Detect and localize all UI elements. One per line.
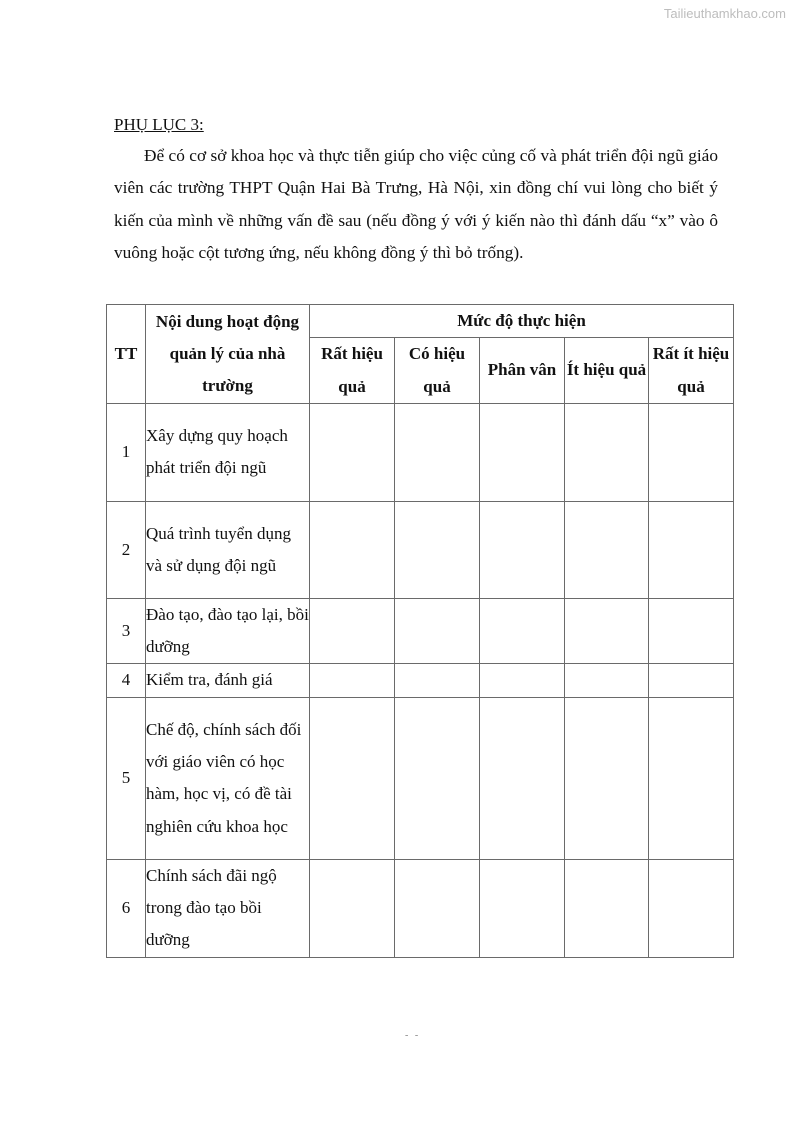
header-level-very-less-effective: Rất ít hiệu quả xyxy=(649,338,734,404)
header-level-very-effective: Rất hiệu quả xyxy=(310,338,395,404)
mark-cell[interactable] xyxy=(649,859,734,957)
mark-cell[interactable] xyxy=(310,697,395,859)
mark-cell[interactable] xyxy=(480,697,565,859)
header-level-effective: Có hiệu quả xyxy=(395,338,480,404)
mark-cell[interactable] xyxy=(565,859,649,957)
mark-cell[interactable] xyxy=(395,598,480,664)
mark-cell[interactable] xyxy=(395,403,480,501)
appendix-title: PHỤ LỤC 3: xyxy=(114,115,204,134)
mark-cell[interactable] xyxy=(480,859,565,957)
row-number: 2 xyxy=(107,501,146,598)
mark-cell[interactable] xyxy=(565,501,649,598)
mark-cell[interactable] xyxy=(395,501,480,598)
mark-cell[interactable] xyxy=(395,859,480,957)
mark-cell[interactable] xyxy=(395,697,480,859)
table-row xyxy=(107,501,734,598)
header-level-group: Mức độ thực hiện xyxy=(310,305,734,338)
watermark: Tailieuthamkhao.com xyxy=(663,6,786,21)
table-row xyxy=(107,598,734,664)
mark-cell[interactable] xyxy=(649,598,734,664)
header-tt: TT xyxy=(107,305,146,404)
row-content: Kiểm tra, đánh giá xyxy=(146,664,310,697)
row-number: 6 xyxy=(107,859,146,957)
mark-cell[interactable] xyxy=(310,598,395,664)
header-level-less-effective: Ít hiệu quả xyxy=(565,338,649,404)
row-content: Xây dựng quy hoạch phát triển đội ngũ xyxy=(146,403,310,501)
page-number: - - xyxy=(405,1030,421,1041)
table-row xyxy=(107,403,734,501)
mark-cell[interactable] xyxy=(310,403,395,501)
mark-cell[interactable] xyxy=(480,664,565,697)
mark-cell[interactable] xyxy=(565,664,649,697)
mark-cell[interactable] xyxy=(310,859,395,957)
row-number: 4 xyxy=(107,664,146,697)
row-number: 1 xyxy=(107,403,146,501)
mark-cell[interactable] xyxy=(480,598,565,664)
row-number: 5 xyxy=(107,697,146,859)
mark-cell[interactable] xyxy=(480,403,565,501)
mark-cell[interactable] xyxy=(649,501,734,598)
mark-cell[interactable] xyxy=(395,664,480,697)
row-content: Quá trình tuyển dụng và sử dụng đội ngũ xyxy=(146,501,310,598)
row-content: Chính sách đãi ngộ trong đào tạo bồi dưỡng xyxy=(146,859,310,957)
mark-cell[interactable] xyxy=(310,501,395,598)
row-content: Chế độ, chính sách đối với giáo viên có học hàm, học vị, có đề tài nghiên cứu khoa học xyxy=(146,697,310,859)
mark-cell[interactable] xyxy=(310,664,395,697)
row-number: 3 xyxy=(107,598,146,664)
mark-cell[interactable] xyxy=(649,697,734,859)
mark-cell[interactable] xyxy=(480,501,565,598)
table-row xyxy=(107,859,734,957)
header-level-undecided: Phân vân xyxy=(480,338,565,404)
row-content: Đào tạo, đào tạo lại, bồi dưỡng xyxy=(146,598,310,664)
mark-cell[interactable] xyxy=(649,403,734,501)
intro-paragraph: Để có cơ sở khoa học và thực tiễn giúp cho việc củng cố và phát triển đội ngũ giáo viên các trường THPT Quận Hai Bà Trưng, Hà Nội, xin đồng chí vui lòng cho biết ý kiến của mình về những vấn đề sau (nếu đồng ý với ý kiến nào thì đánh dấu “x” vào ô vuông hoặc cột tương ứng, nếu không đồng ý thì bỏ trống). xyxy=(114,146,718,262)
mark-cell[interactable] xyxy=(649,664,734,697)
mark-cell[interactable] xyxy=(565,403,649,501)
header-content: Nội dung hoạt động quản lý của nhà trường xyxy=(146,305,310,404)
table-row xyxy=(107,664,734,697)
table-row xyxy=(107,697,734,859)
survey-table xyxy=(106,304,734,958)
mark-cell[interactable] xyxy=(565,598,649,664)
mark-cell[interactable] xyxy=(565,697,649,859)
